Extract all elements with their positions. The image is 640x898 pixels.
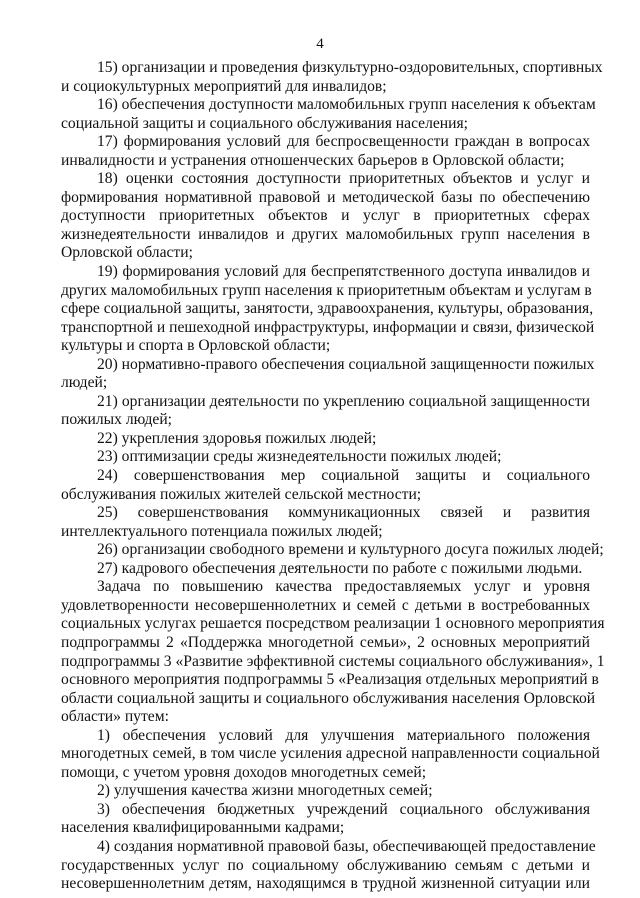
- paragraph: [61, 467, 590, 504]
- paragraph: [61, 133, 590, 170]
- text-line: пожилых людей;: [61, 411, 172, 429]
- text-line: сфере социальной защиты, занятости, здравоохранения, культуры, образования,: [61, 300, 594, 318]
- document-body: [61, 59, 605, 894]
- text-line: интеллектуального потенциала пожилых людей;: [61, 522, 383, 540]
- paragraph: [61, 96, 596, 133]
- paragraph: [61, 263, 595, 356]
- text-line: 16) обеспечения доступности маломобильных групп населения к объектам: [97, 96, 596, 114]
- text-line: 22) укрепления здоровья пожилых людей;: [97, 429, 377, 447]
- paragraph: [61, 541, 604, 560]
- text-line: и социокультурных мероприятий для инвалидов;: [61, 77, 387, 95]
- text-line: 23) оптимизации среды жизнедеятельности пожилых людей;: [97, 448, 502, 466]
- text-line: других маломобильных групп населения к приоритетным объектам и услугам в: [61, 281, 592, 299]
- text-line: 25) совершенствования коммуникационных связей и развития: [97, 504, 590, 522]
- paragraph: [61, 355, 595, 393]
- text-line: области» путем:: [61, 708, 169, 726]
- text-line: обслуживания пожилых жителей сельской местности;: [61, 485, 422, 503]
- text-line: 27) кадрового обеспечения деятельности по работе с пожилыми людьми.: [97, 559, 583, 577]
- text-line: 21) организации деятельности по укреплению социальной защищенности: [97, 392, 590, 410]
- paragraph: [61, 726, 600, 783]
- text-line: инвалидности и устранения отношенческих барьеров в Орловской области;: [61, 151, 565, 169]
- paragraph: [61, 430, 590, 449]
- text-line: формирования нормативной правовой и методической базы по обеспечению: [61, 188, 590, 206]
- paragraph: [61, 448, 590, 467]
- text-line: социальной защиты и социального обслуживания населения;: [61, 114, 468, 132]
- text-line: 26) организации свободного времени и культурного досуга пожилых людей;: [97, 541, 604, 559]
- text-line: Орловской области;: [61, 244, 193, 262]
- text-line: 17) формирования условий для беспросвещенности граждан в вопросах: [97, 133, 590, 151]
- text-line: подпрограммы 2 «Поддержка многодетной семьи», 2 основных мероприятий: [61, 633, 590, 651]
- text-line: 20) нормативно-правого обеспечения социальной защищенности пожилых: [97, 355, 595, 373]
- page-number: 4: [316, 36, 324, 52]
- text-line: области социальной защиты и социального обслуживания населения Орловской: [61, 689, 596, 707]
- paragraph: [61, 170, 590, 263]
- text-line: 18) оценки состояния доступности приоритетных объектов и услуг и: [97, 170, 590, 188]
- text-line: государственных услуг по социальному обслуживанию семьям с детьми и: [61, 856, 590, 874]
- text-line: транспортной и пешеходной инфраструктуры, информации и связи, физической: [61, 318, 595, 336]
- text-line: 3) обеспечения бюджетных учреждений социального обслуживания: [97, 800, 590, 818]
- text-line: культуры и спорта в Орловской области;: [61, 337, 331, 355]
- paragraph: [61, 504, 590, 541]
- text-line: доступности приоритетных объектов и услуг в приоритетных сферах: [61, 207, 590, 225]
- text-line: помощи, с учетом уровня доходов многодетных семей;: [61, 763, 427, 781]
- text-line: основного мероприятия подпрограммы 5 «Реализация отдельных мероприятий в: [61, 671, 599, 689]
- paragraph: [61, 393, 590, 430]
- text-line: 4) создания нормативной правовой базы, обеспечивающей предоставление: [97, 837, 596, 855]
- text-line: 15) организации и проведения физкультурно-оздоровительных, спортивных: [97, 59, 603, 76]
- text-line: 1) обеспечения условий для улучшения материального положения: [97, 726, 590, 744]
- paragraph: [61, 801, 590, 838]
- text-line: удовлетворенности несовершеннолетних и семей с детьми в востребованных: [61, 596, 590, 614]
- text-line: 19) формирования условий для беспрепятственного доступа инвалидов и: [97, 263, 590, 281]
- text-line: многодетных семей, в том числе усиления адресной направленности социальной: [61, 745, 600, 763]
- text-line: 24) совершенствования мер социальной защиты и социального: [97, 467, 590, 485]
- text-line: Задача по повышению качества предоставляемых услуг и уровня: [97, 578, 590, 596]
- text-line: социальных услугах решается посредством реализации 1 основного мероприятия: [61, 615, 605, 633]
- paragraph: [61, 578, 605, 726]
- text-line: людей;: [61, 374, 108, 392]
- text-line: подпрограммы 3 «Развитие эффективной системы социального обслуживания», 1: [61, 652, 605, 670]
- paragraph: [61, 560, 590, 579]
- text-line: 2) улучшения качества жизни многодетных семей;: [97, 782, 433, 800]
- text-line: населения квалифицированными кадрами;: [61, 819, 345, 837]
- paragraph: [61, 59, 603, 96]
- text-line: несовершеннолетним детям, находящимся в трудной жизненной ситуации или: [61, 875, 590, 893]
- text-line: жизнедеятельности инвалидов и других маломобильных групп населения в: [61, 225, 590, 243]
- paragraph: [61, 837, 596, 894]
- paragraph: [61, 782, 590, 801]
